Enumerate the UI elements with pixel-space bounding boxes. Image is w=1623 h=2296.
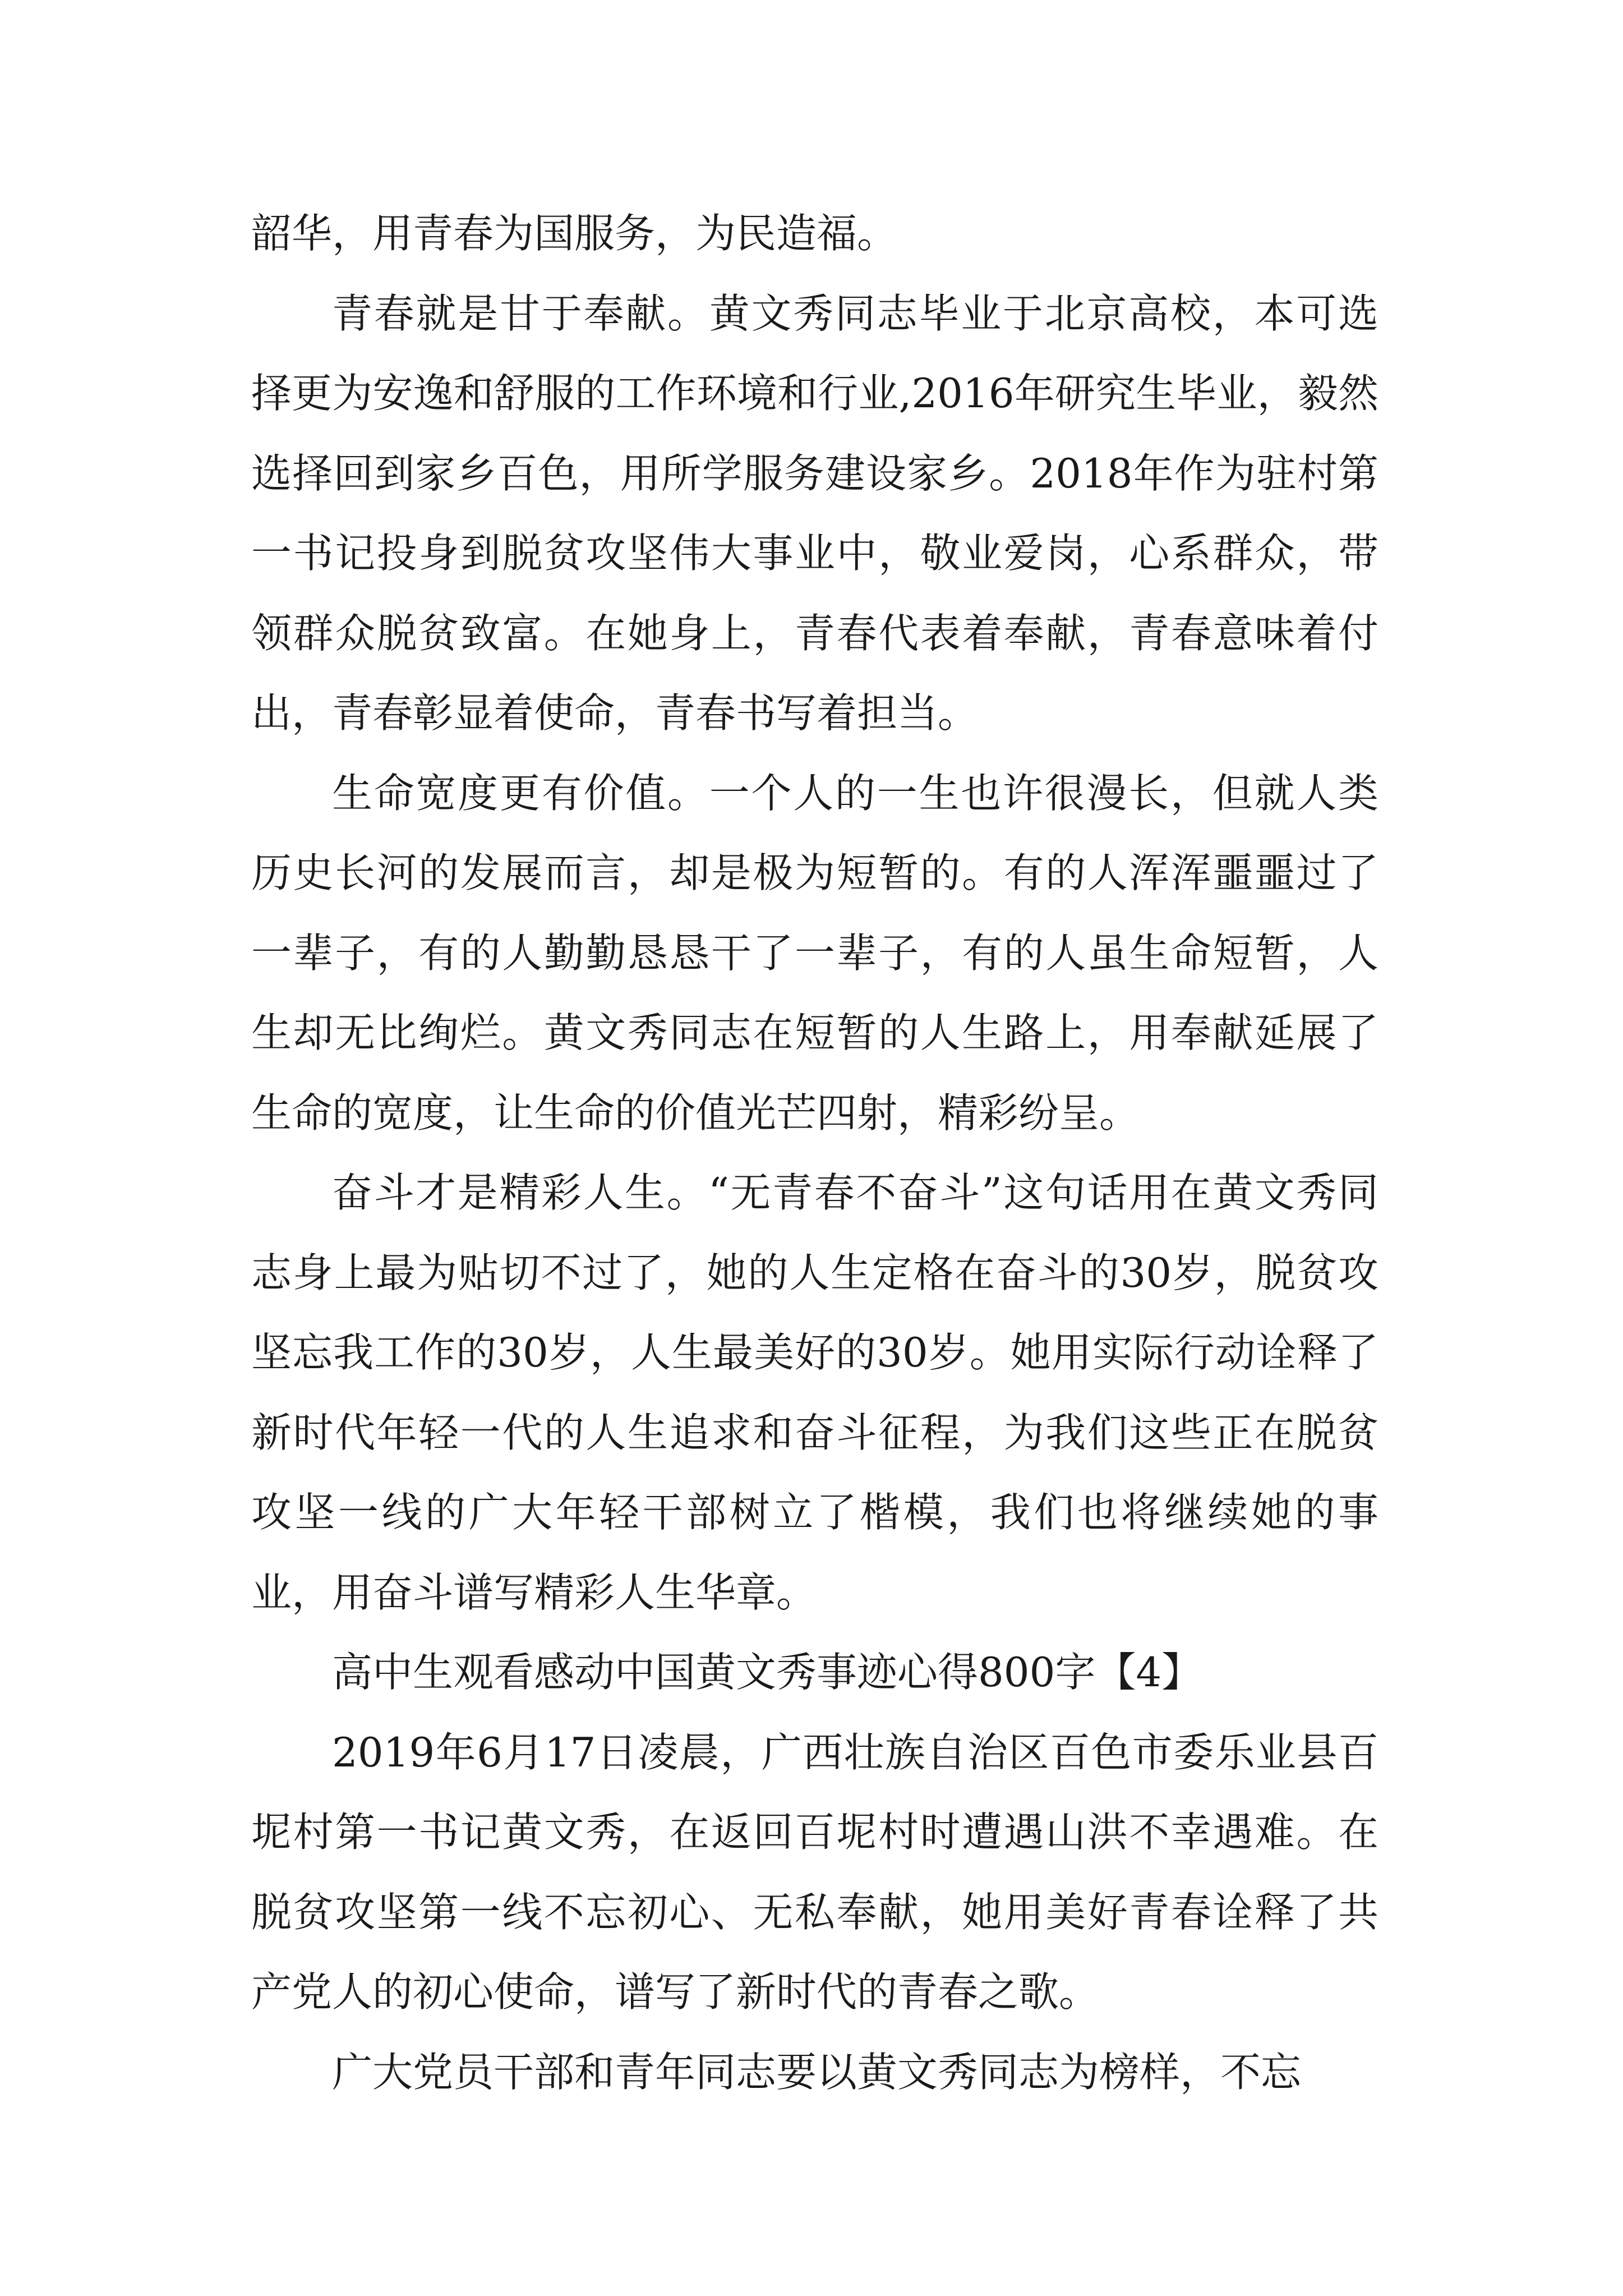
paragraph-struggle: 奋斗才是精彩人生。“无青春不奋斗”这句话用在黄文秀同志身上最为贴切不过了，她的人生定格在奋斗的30岁，脱贫攻坚忘我工作的30岁，人生最美好的30岁。她用实际行动诠释了新时代年轻一代的人生追求和奋斗征程，为我们这些正在脱贫攻坚一线的广大年轻干部树立了楷模，我们也将继续她的事业，用奋斗谱写精彩人生华章。 (251, 1169, 1378, 1616)
paragraph-event: 2019年6月17日凌晨，广西壮族自治区百色市委乐业县百坭村第一书记黄文秀，在返回百坭村时遭遇山洪不幸遇难。在脱贫攻坚第一线不忘初心、无私奉献，她用美好青春诠释了共产党人的初心使命，谱写了新时代的青春之歌。 (251, 1728, 1378, 2016)
paragraph-dedication: 青春就是甘于奉献。黄文秀同志毕业于北京高校，本可选择更为安逸和舒服的工作环境和行业,2016年研究生毕业，毅然选择回到家乡百色，用所学服务建设家乡。2018年作为驻村第一书记投身到脱贫攻坚伟大事业中，敬业爱岗，心系群众，带领群众脱贫致富。在她身上，青春代表着奉献，青春意味着付出，青春彰显着使命，青春书写着担当。 (251, 289, 1378, 737)
section-heading: 高中生观看感动中国黄文秀事迹心得800字【4】 (332, 1649, 1202, 1696)
paragraph-call-to-action: 广大党员干部和青年同志要以黄文秀同志为榜样，不忘 (332, 2048, 1302, 2096)
paragraph-continuation: 韶华，用青春为国服务，为民造福。 (251, 210, 898, 257)
paragraph-life-width: 生命宽度更有价值。一个人的一生也许很漫长，但就人类历史长河的发展而言，却是极为短暂的。有的人浑浑噩噩过了一辈子，有的人勤勤恳恳干了一辈子，有的人虽生命短暂，人生却无比绚烂。黄文秀同志在短暂的人生路上，用奉献延展了生命的宽度，让生命的价值光芒四射，精彩纷呈。 (251, 769, 1378, 1137)
article-body (251, 194, 1378, 2112)
